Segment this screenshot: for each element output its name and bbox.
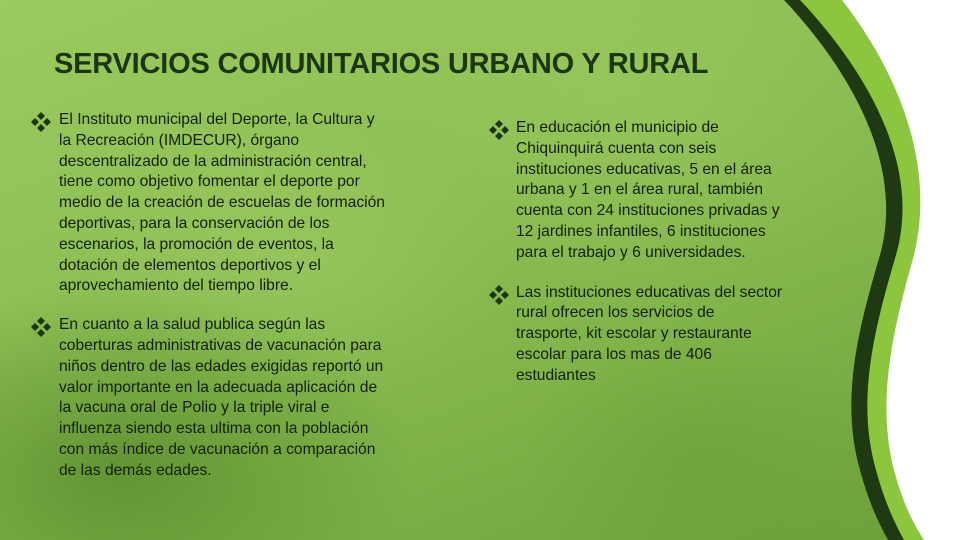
bullet-imdecur	[30, 110, 450, 297]
bullet-text: En cuanto a la salud publica según las coberturas administrativas de vacunación para niños dentro de las edades exigidas reportó un valor importante en la adecuada aplicación de la vacuna oral de Polio y la triple viral e influenza siendo esta ultima con la población con más índice de vacunación a comparación de las demás edades.	[59, 316, 384, 479]
four-diamond-bullet-icon	[30, 316, 52, 338]
slide-title: SERVICIOS COMUNITARIOS URBANO Y RURAL	[54, 48, 709, 80]
four-diamond-bullet-icon	[30, 111, 52, 133]
bullet-text: Las instituciones educativas del sector rural ofrecen los servicios de trasporte, kit escolar y restaurante escolar para los mas de 406 estudiantes	[516, 283, 783, 384]
left-column	[30, 110, 450, 500]
bullet-educacion	[488, 118, 844, 264]
bullet-sector-rural	[488, 283, 844, 387]
bullet-text: El Instituto municipal del Deporte, la Cultura y la Recreación (IMDECUR), órgano descentralizado de la administración central, tiene como objetivo fomentar el deporte por medio de la creación de escuelas de formación deportivas, para la conservación de los escenarios, la promoción de eventos, la dotación de elementos deportivos y el aprovechamiento del tiempo libre.	[59, 111, 385, 295]
bullet-salud-publica	[30, 315, 450, 481]
four-diamond-bullet-icon	[488, 284, 510, 306]
bullet-text: En educación el municipio de Chiquinquirá cuenta con seis instituciones educativas, 5 en el área urbana y 1 en el área rural, también cuenta con 24 instituciones privadas y 12 jardines infantiles, 6 instituciones para el trabajo y 6 universidades.	[516, 119, 780, 261]
right-column	[488, 118, 844, 406]
four-diamond-bullet-icon	[488, 119, 510, 141]
